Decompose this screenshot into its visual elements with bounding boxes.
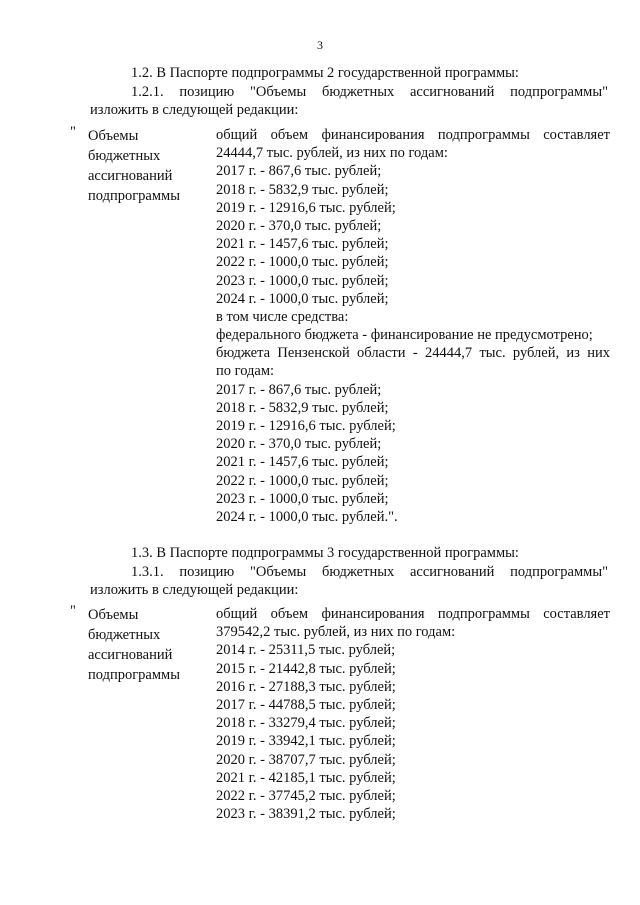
- section-1-2-item-line1: 1.2.1. позицию "Объемы бюджетных ассигнований подпрограммы": [131, 84, 608, 100]
- value-line: 2018 г. - 5832,9 тыс. рублей;: [216, 181, 389, 198]
- value-line: 2023 г. - 1000,0 тыс. рублей;: [216, 490, 389, 507]
- section-1-3-item-line2: изложить в следующей редакции:: [90, 582, 299, 598]
- position-label: [88, 605, 208, 685]
- value-line: 2023 г. - 38391,2 тыс. рублей;: [216, 806, 396, 823]
- value-line: 2020 г. - 38707,7 тыс. рублей;: [216, 751, 396, 768]
- label-line: Объемы: [88, 607, 139, 623]
- value-line: 2014 г. - 25311,5 тыс. рублей;: [216, 642, 396, 659]
- section-1-2-heading: 1.2. В Паспорте подпрограммы 2 государственной программы:: [131, 65, 519, 81]
- value-line: 379542,2 тыс. рублей, из них по годам:: [216, 624, 456, 641]
- value-line: бюджета Пензенской области - 24444,7 тыс. рублей, из них: [216, 345, 610, 362]
- value-line: в том числе средства:: [216, 308, 349, 325]
- value-line: 2019 г. - 12916,6 тыс. рублей;: [216, 418, 396, 434]
- value-line: 2020 г. - 370,0 тыс. рублей;: [216, 217, 382, 234]
- value-line: по годам:: [216, 363, 275, 380]
- value-line: 2021 г. - 1457,6 тыс. рублей;: [216, 236, 389, 253]
- value-line: 2022 г. - 1000,0 тыс. рублей;: [216, 254, 389, 271]
- value-line: 2023 г. - 1000,0 тыс. рублей;: [216, 272, 389, 289]
- section-1-2-item-line2: изложить в следующей редакции:: [90, 102, 299, 118]
- value-line: 2022 г. - 37745,2 тыс. рублей;: [216, 787, 396, 804]
- opening-quote-mark: ": [70, 124, 76, 140]
- value-line: 2015 г. - 21442,8 тыс. рублей;: [216, 660, 396, 677]
- section-1-3-heading: 1.3. В Паспорте подпрограммы 3 государственной программы:: [131, 545, 519, 561]
- value-line: 2018 г. - 33279,4 тыс. рублей;: [216, 715, 396, 732]
- value-line: общий объем финансирования подпрограммы составляет: [216, 606, 610, 622]
- value-line: 2018 г. - 5832,9 тыс. рублей;: [216, 399, 389, 416]
- position-label: [88, 126, 208, 206]
- value-line: 2022 г. - 1000,0 тыс. рублей;: [216, 472, 389, 489]
- value-line: 2016 г. - 27188,3 тыс. рублей;: [216, 678, 396, 695]
- label-line: бюджетных: [88, 627, 161, 643]
- value-line: 2024 г. - 1000,0 тыс. рублей;: [216, 290, 389, 307]
- value-line: 2024 г. - 1000,0 тыс. рублей.".: [216, 508, 398, 525]
- value-line: 2021 г. - 1457,6 тыс. рублей;: [216, 454, 389, 471]
- page-number: 3: [317, 38, 323, 52]
- position-value: [216, 605, 610, 823]
- value-line: 2019 г. - 12916,6 тыс. рублей;: [216, 199, 396, 216]
- label-line: подпрограммы: [88, 667, 180, 683]
- label-line: бюджетных: [88, 148, 161, 164]
- label-line: ассигнований: [88, 647, 173, 663]
- opening-quote-mark: ": [70, 603, 76, 619]
- value-line: 2017 г. - 44788,5 тыс. рублей;: [216, 696, 396, 713]
- value-line: 2017 г. - 867,6 тыс. рублей;: [216, 163, 382, 180]
- value-line: федерального бюджета - финансирование не предусмотрено;: [216, 327, 593, 344]
- value-line: 2017 г. - 867,6 тыс. рублей;: [216, 381, 382, 398]
- value-line: общий объем финансирования подпрограммы составляет: [216, 127, 610, 143]
- value-line: 2020 г. - 370,0 тыс. рублей;: [216, 436, 382, 453]
- section-1-3-item-line1: 1.3.1. позицию "Объемы бюджетных ассигнований подпрограммы": [131, 564, 608, 580]
- value-line: 2021 г. - 42185,1 тыс. рублей;: [216, 769, 396, 786]
- label-line: подпрограммы: [88, 188, 180, 204]
- label-line: Объемы: [88, 128, 139, 144]
- value-line: 24444,7 тыс. рублей, из них по годам:: [216, 145, 448, 162]
- position-value: [216, 126, 610, 526]
- label-line: ассигнований: [88, 168, 173, 184]
- value-line: 2019 г. - 33942,1 тыс. рублей;: [216, 733, 396, 750]
